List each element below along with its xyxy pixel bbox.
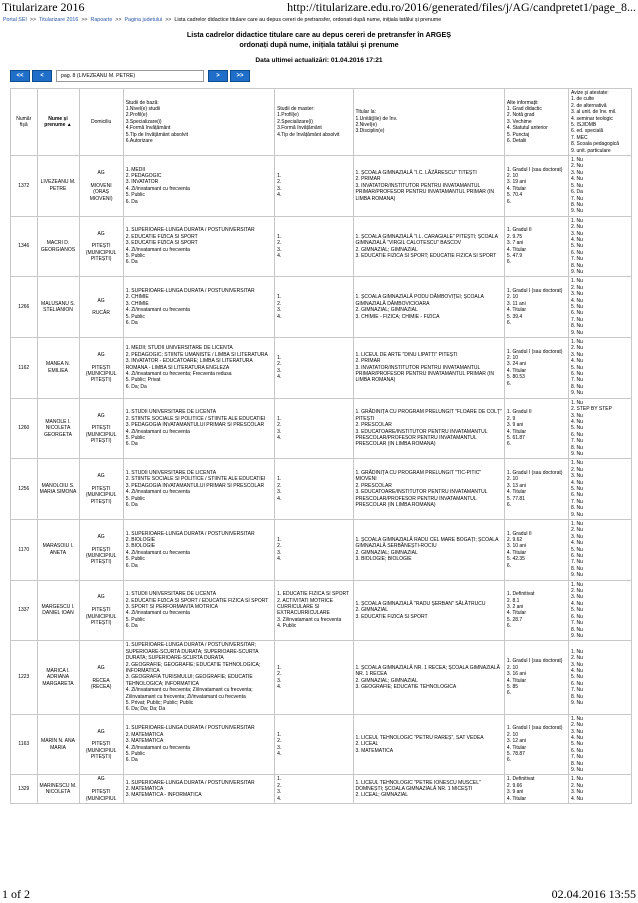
cell-domiciliu: AG PITEȘTI (MUNICIPIUL PITEȘTI) — [79, 338, 123, 399]
table-row — [11, 459, 632, 520]
cell-studii-baza: 1. SUPERIOARE-LUNGA DURATA / POSTUNIVERSITAR 2. CHIMIE 3. CHIMIE 4. Zi/invatamant cu frecventa 5. Public 6. Da — [123, 277, 274, 338]
header-studii-master: Studii de master: 1.Profil(e) 2.Specializare(i) 3.Formă învățământ 4.Tip de învățământ absolvit — [275, 89, 353, 156]
cell-titular: 1. LICEUL DE ARTE "DINU LIPATTI" PITEȘTI 2. PRIMAR 3. INVATATOR/INSTITUTOR PENTRU INVATAMANTUL PRIMAR/PROFESOR PENTRU INVATAMANTUL PRIMAR (IN LIMBA ROMANA) — [353, 338, 504, 399]
cell-name: MARICA I. ADRIANA MARGARETA — [37, 641, 79, 714]
cell-alte-info: 1. Gradul I (sau doctorat) 2. 10 3. 11 ani 4. Titular 5. 39.4 6. — [504, 277, 568, 338]
cell-studii-baza: 1. SUPERIOARE-LUNGA DURATA / POSTUNIVERSITAR 2. EDUCATIE FIZICA SI SPORT 3. EDUCATIE FIZICA SI SPORT 4. Zi/invatamant cu frecventa 5. Public 6. Da — [123, 216, 274, 277]
cell-nr: 1260 — [11, 398, 38, 459]
last-updated: Data ultimei actualizări: 01.04.2016 17:21 — [255, 57, 383, 64]
cell-name: LIVEZEANU M. PETRE — [37, 156, 79, 217]
breadcrumb-link-titularizare[interactable]: Titularizare 2016 — [39, 17, 79, 23]
cell-studii-baza: 1. MEDII; STUDII UNIVERSITARE DE LICENTA 2. PEDAGOGIC; STIINTE UMANISTE / LIMBA SI LITERATURA 3. INVATATOR - EDUCATOARE; LIMBA SI LITERATURA ROMANA - LIMBA SI LITERATURA ENGLEZA 4. Zi/invatamant cu frecventa; Frecventa redusa 5. Public; Privat 6. Da; Da — [123, 338, 274, 399]
cell-titular: 1. GRĂDINIȚA CU PROGRAM PRELUNGIT "FLOARE DE COLȚ" PITEȘTI 2. PRESCOLAR 3. EDUCATOARE/INSTITUTOR PENTRU INVATAMANTUL PRESCOLAR/PROFESOR PENTRU INVATAMANTUL PRESCOLAR (IN LIMBA ROMANA) — [353, 398, 504, 459]
table-row — [11, 775, 632, 804]
cell-nr: 1256 — [11, 459, 38, 520]
cell-name: MANOLOIU S. MARIA SIMONA — [37, 459, 79, 520]
cell-avize: 1. Nu 2. Nu 3. Nu 4. Nu 5. Nu 6. Nu 7. Nu 8. Nu 9. Nu — [568, 641, 631, 714]
cell-titular: 1. ȘCOALA GIMNAZIALĂ PODU DÂMBOVIȚEI; ȘCOALA GIMNAZIALĂ DÂMBOVICIOARA 2. GIMNAZIAL; GIMNAZIAL 3. CHIMIE - FIZICA; CHIMIE - FIZICA — [353, 277, 504, 338]
cell-studii-baza: 1. STUDII UNIVERSITARE DE LICENTA 2. STIINTE SOCIALE SI POLITICE / STIINTE ALE EDUCATIEI 3. PEDAGOGIA INVATAMANTULUI PRIMAR SI PRESCOLAR 4. Zi/invatamant cu frecventa 5. Public 6. Da — [123, 398, 274, 459]
cell-studii-baza: 1. STUDII UNIVERSITARE DE LICENTA 2. STIINTE SOCIALE SI POLITICE / STIINTE ALE EDUCATIEI 3. PEDAGOGIA INVATAMANTULUI PRIMAR SI PRESCOLAR 4. Zi/invatamant cu frecventa 5. Public 6. Da — [123, 459, 274, 520]
cell-alte-info: 1. Gradul I (sau doctorat) 2. 10 3. 16 ani 4. Titular 5. 85 6. — [504, 641, 568, 714]
cell-nr: 1170 — [11, 520, 38, 581]
header-avize: Avize și atestate: 1. de culte 2. de alternativă 3. al unit. de înv. mil. 4. seminar teologic 5. ISJ/DMB 6. ed. specială 7. MEC 8. Scoala pedagogică 9. unit. particulare — [568, 89, 631, 156]
cell-titular: 1. ȘCOALA GIMNAZIALĂ NR. 1 RECEA; ȘCOALA GIMNAZIALĂ NR. 1 RECEA 2. GIMNAZIAL; GIMNAZIAL 3. GEOGRAFIE; EDUCATIE TEHNOLOGICA — [353, 641, 504, 714]
table-row — [11, 216, 632, 277]
cell-domiciliu: AG RUCĂR — [79, 277, 123, 338]
table-row — [11, 580, 632, 641]
table-row — [11, 277, 632, 338]
cell-titular: 1. GRĂDINIȚA CU PROGRAM PRELUNGIT "TIC-PITIC" MIOVENI 2. PRESCOLAR 3. EDUCATOARE/INSTITUTOR PENTRU INVATAMANTUL PRESCOLAR/PROFESOR PENTRU INVATAMANTUL PRESCOLAR (IN LIMBA ROMANA) — [353, 459, 504, 520]
cell-studii-master: 1. 2. 3. 4. — [275, 277, 353, 338]
cell-domiciliu: AG PITEȘTI (MUNICIPIUL — [79, 775, 123, 804]
cell-nr: 1329 — [11, 775, 38, 804]
cell-studii-baza: 1. MEDII 2. PEDAGOGIC 3. INVATATOR 4. Zi/invatamant cu frecventa 5. Public 6. Da — [123, 156, 274, 217]
cell-name: MARINESCU M. NICOLETA — [37, 775, 79, 804]
cell-name: MARASOIU I. ANETA — [37, 520, 79, 581]
cell-studii-master: 1. 2. 3. 4. — [275, 338, 353, 399]
cell-avize: 1. Nu 2. Nu 3. Nu 4. Nu 5. Nu 6. Nu 7. Nu 8. Nu 9. Nu — [568, 277, 631, 338]
cell-studii-baza: 1. SUPERIOARE-LUNGA DURATA / POSTUNIVERSITAR 2. MATEMATICA 3. MATEMATICA 4. Zi/invatamant cu frecventa 5. Public 6. Da — [123, 714, 274, 775]
cell-domiciliu: AG PITEȘTI (MUNICIPIUL PITEȘTI) — [79, 580, 123, 641]
cell-studii-master: 1. EDUCATIE FIZICA SI SPORT 2. ACTIVITATI MOTRICE CURRICULARE SI EXTRACURRICULARE 3. Zi/invatamant cu frecventa 4. Public — [275, 580, 353, 641]
candidates-table — [10, 88, 632, 804]
cell-nr: 1163 — [11, 714, 38, 775]
cell-studii-baza: 1. STUDII UNIVERSITARE DE LICENTA 2. EDUCATIE FIZICA SI SPORT / EDUCATIE FIZICA SI SPORT 3. SPORT SI PERFORMANTA MOTRICA 4. Zi/invatamant cu frecventa 5. Public 6. Da — [123, 580, 274, 641]
cell-domiciliu: AG RECEA (RECEA) — [79, 641, 123, 714]
print-page-count: 1 of 2 — [2, 887, 30, 901]
sort-icon: ▲ — [66, 122, 72, 129]
cell-domiciliu: AG PITEȘTI (MUNICIPIUL PITEȘTI) — [79, 459, 123, 520]
cell-titular: 1. ȘCOALA GIMNAZIALĂ "I.C. LĂZĂRESCU" TITEȘTI 2. PRIMAR 3. INVATATOR/INSTITUTOR PENTRU INVATAMANTUL PRIMAR/PROFESOR PENTRU INVATAMANTUL PRIMAR (IN LIMBA ROMANA) — [353, 156, 504, 217]
header-nr: Număr fișă — [11, 89, 38, 156]
breadcrumb: Portal SEI >> Titularizare 2016 >> Rapoarte >> Pagina judetului >> Lista cadrelor didactice titulare care au depus cereri de pretransfer, ordonati după nume, inițiala tatălui și prenume — [3, 17, 442, 23]
cell-nr: 1346 — [11, 216, 38, 277]
cell-alte-info: 1. Gradul I (sau doctorat) 2. 10 3. 12 ani 4. Titular 5. 78.87 6. — [504, 714, 568, 775]
cell-alte-info: 1. Gradul I (sau doctorat) 2. 10 3. 13 ani 4. Titular 5. 77.81 6. — [504, 459, 568, 520]
header-studii-baza: Studii de bază: 1.Nivel(e) studii 2.Profil(e) 3.Specializare(i) 4.Formă învățământ 5.Tip de învățământ absolvit 6.Autorizare — [123, 89, 274, 156]
cell-studii-master: 1. 2. 3. 4. — [275, 216, 353, 277]
cell-nr: 1266 — [11, 277, 38, 338]
cell-titular: 1. ȘCOALA GIMNAZIALĂ RADU CEL MARE BOGAȚI; ȘCOALA GIMNAZIALĂ SERBĂNEȘTI-ROCIU 2. GIMNAZIAL; GIMNAZIAL 3. BIOLOGIE; BIOLOGIE — [353, 520, 504, 581]
table-row — [11, 398, 632, 459]
cell-avize: 1. Nu 2. Nu 3. Nu 4. Nu 5. Nu 6. Nu 7. Nu 8. Nu 9. Nu — [568, 216, 631, 277]
cell-studii-master: 1. 2. 3. 4. — [275, 156, 353, 217]
cell-avize: 1. Nu 2. Nu 3. Nu 4. Nu 5. Nu 6. Nu 7. Nu 8. Nu 9. Nu — [568, 714, 631, 775]
cell-nr: 1337 — [11, 580, 38, 641]
breadcrumb-link-portal[interactable]: Portal SEI — [3, 17, 27, 23]
table-row — [11, 641, 632, 714]
page-title-line1: Lista cadrelor didactice titulare care au depus cereri de pretransfer în ARGEȘ — [186, 30, 452, 39]
cell-alte-info: 1. Gradul II 2. 9 3. 9 ani 4. Titular 5. 61.87 6. — [504, 398, 568, 459]
cell-nr: 1162 — [11, 338, 38, 399]
cell-domiciliu: AG PITEȘTI (MUNICIPIUL PITEȘTI) — [79, 520, 123, 581]
cell-titular: 1. ȘCOALA GIMNAZIALĂ "RADU ȘERBAN" SĂLĂTRUCU 2. GIMNAZIAL 3. EDUCATIE FIZICA SI SPORT — [353, 580, 504, 641]
cell-alte-info: 1. Gradul II 2. 9.75 3. 7 ani 4. Titular 5. 47.9 6. — [504, 216, 568, 277]
print-timestamp: 02.04.2016 13:55 — [551, 887, 636, 901]
cell-avize: 1. Nu 2. Nu 3. Nu 4. Nu 5. Nu 6. Nu 7. Nu 8. Nu 9. Nu — [568, 338, 631, 399]
cell-alte-info: 1. Gradul I (sau doctorat) 2. 10 3. 24 ani 4. Titular 5. 80.53 6. — [504, 338, 568, 399]
cell-alte-info: 1. Gradul II 2. 9.62 3. 10 ani 4. Titular 5. 42.35 6. — [504, 520, 568, 581]
cell-avize: 1. Nu 2. Nu 3. Nu 4. Nu — [568, 775, 631, 804]
cell-name: MARGESCU I. DANIEL IOAN — [37, 580, 79, 641]
breadcrumb-link-judet[interactable]: Pagina judetului — [124, 17, 163, 23]
page-info: pag. 8 (LIVEZEANU M. PETRE) — [56, 70, 204, 82]
cell-name: MARIN N. ANA MARIA — [37, 714, 79, 775]
breadcrumb-current: Lista cadrelor didactice titulare care au depus cereri de pretransfer, ordonati după nume, inițiala tatălui și prenume — [174, 17, 442, 23]
cell-domiciliu: AG PITEȘTI (MUNICIPIUL PITEȘTI) — [79, 398, 123, 459]
last-page-button[interactable]: >> — [230, 70, 250, 82]
cell-studii-baza: 1. SUPERIOARE-LUNGA DURATA / POSTUNIVERSITAR; SUPERIOARE-SCURTA DURATA; SUPERIOARE-SCURTA DURATA; SUPERIOARE-SCURTA DURATA 2. GEOGRAFIE; GEOGRAFIE; EDUCATIE TEHNOLOGICA; INFORMATICA 3. GEOGRAFIA TURISMULUI; GEOGRAFIE; EDUCATIE TEHNOLOGICA; INFORMATICA 4. Zi/invatamant cu frecventa; Zi/invatamant cu frecventa; Zi/invatamant cu frecventa; Zi/invatamant cu frecventa 5. Privat; Public; Public; Public 6. Da; Da; Da; Da — [123, 641, 274, 714]
cell-titular: 1. LICEUL TEHNOLOGIC "PETRE IONESCU MUSCEL" DOMNEȘTI; ȘCOALA GIMNAZIALĂ NR. 1 MICEȘTI 2. LICEAL; GIMNAZIAL — [353, 775, 504, 804]
cell-studii-baza: 1. SUPERIOARE-LUNGA DURATA / POSTUNIVERSITAR 2. BIOLOGIE 3. BIOLOGIE 4. Zi/invatamant cu frecventa 5. Public 6. Da — [123, 520, 274, 581]
cell-alte-info: 1. Definitivat 2. 9.66 3. 9 ani 4. Titular — [504, 775, 568, 804]
cell-alte-info: 1. Gradul I (sau doctorat) 2. 10 3. 19 ani 4. Titular 5. 70.4 6. — [504, 156, 568, 217]
cell-name: MANEA N. EMILIEA — [37, 338, 79, 399]
cell-domiciliu: AG PITEȘTI (MUNICIPIUL PITEȘTI) — [79, 714, 123, 775]
cell-studii-master: 1. 2. 3. 4. — [275, 520, 353, 581]
cell-studii-master: 1. 2. 3. 4. — [275, 775, 353, 804]
breadcrumb-link-rapoarte[interactable]: Rapoarte — [90, 17, 113, 23]
first-page-button[interactable]: << — [10, 70, 30, 82]
cell-avize: 1. Nu 2. Nu 3. Nu 4. Nu 5. Nu 6. Nu 7. Nu 8. Nu 9. Nu — [568, 459, 631, 520]
cell-avize: 1. Nu 2. Nu 3. Nu 4. Nu 5. Nu 6. Nu 7. Nu 8. Nu 9. Nu — [568, 520, 631, 581]
cell-studii-master: 1. 2. 3. 4. — [275, 459, 353, 520]
cell-nr: 1372 — [11, 156, 38, 217]
cell-studii-master: 1. 2. 3. 4. — [275, 641, 353, 714]
page-title-line2: ordonați după nume, inițiala tatălui și prenume — [239, 40, 399, 49]
header-alte-info: Alte informații: 1. Grad didactic 2. Notă grad 3. Vechime 4. Statutul anterior 5. Punctaj 6. Detalii — [504, 89, 568, 156]
cell-domiciliu: AG PITEȘTI (MUNICIPIUL PITEȘTI) — [79, 216, 123, 277]
cell-titular: 1. ȘCOALA GIMNAZIALĂ "I.L. CARAGIALE" PITEȘTI; ȘCOALA GIMNAZIALĂ "VIRGIL CALOTESCU" BASCOV 2. GIMNAZIAL; GIMNAZIAL 3. EDUCATIE FIZICA SI SPORT; EDUCATIE FIZICA SI SPORT — [353, 216, 504, 277]
cell-avize: 1. Nu 2. Nu 3. Nu 4. Nu 5. Nu 6. Nu 7. Nu 8. Nu 9. Nu — [568, 580, 631, 641]
prev-page-button[interactable]: < — [32, 70, 52, 82]
table-header-row — [11, 89, 632, 156]
header-titular: Titular la: 1.Unităț(ile) de înv. 2.Nivel(e) 3.Disciplin(e) — [353, 89, 504, 156]
cell-avize: 1. Nu 2. Nu 3. Nu 4. Nu 5. Nu 6. Da 7. Nu 8. Nu 9. Nu — [568, 156, 631, 217]
print-header-url: http://titularizare.edu.ro/2016/generated/files/j/AG/candpretet1/page_8... — [287, 0, 636, 14]
cell-studii-baza: 1. SUPERIOARE-LUNGA DURATA / POSTUNIVERSITAR 2. MATEMATICA 3. MATEMATICA - INFORMATICA — [123, 775, 274, 804]
table-row — [11, 714, 632, 775]
cell-name: MANOLE I. NICOLETA GEORGETA — [37, 398, 79, 459]
print-header-title: Titularizare 2016 — [2, 0, 85, 14]
table-row — [11, 156, 632, 217]
cell-avize: 1. Nu 2. STEP BY STEP 3. Nu 4. Nu 5. Nu 6. Nu 7. Nu 8. Nu 9. Nu — [568, 398, 631, 459]
cell-domiciliu: AG MIOVENI (ORAȘ MIOVENI) — [79, 156, 123, 217]
table-row — [11, 338, 632, 399]
cell-nr: 1223 — [11, 641, 38, 714]
cell-name: MALUSANU S. STELIANION — [37, 277, 79, 338]
cell-name: MACRI D. GEORGIANOS — [37, 216, 79, 277]
print-footer — [0, 887, 638, 901]
cell-studii-master: 1. 2. 3. 4. — [275, 714, 353, 775]
cell-titular: 1. LICEUL TEHNOLOGIC "PETRU RAREȘ", SAT VEDEA 2. LICEAL 3. MATEMATICA — [353, 714, 504, 775]
cell-alte-info: 1. Definitivat 2. 8.1 3. 2 ani 4. Titular 5. 28.7 6. — [504, 580, 568, 641]
cell-studii-master: 1. 2. 3. 4. — [275, 398, 353, 459]
table-row — [11, 520, 632, 581]
header-name[interactable]: Nume și prenume ▲ — [37, 89, 79, 156]
header-domiciliu: Domiciliu — [79, 89, 123, 156]
next-page-button[interactable]: > — [208, 70, 228, 82]
